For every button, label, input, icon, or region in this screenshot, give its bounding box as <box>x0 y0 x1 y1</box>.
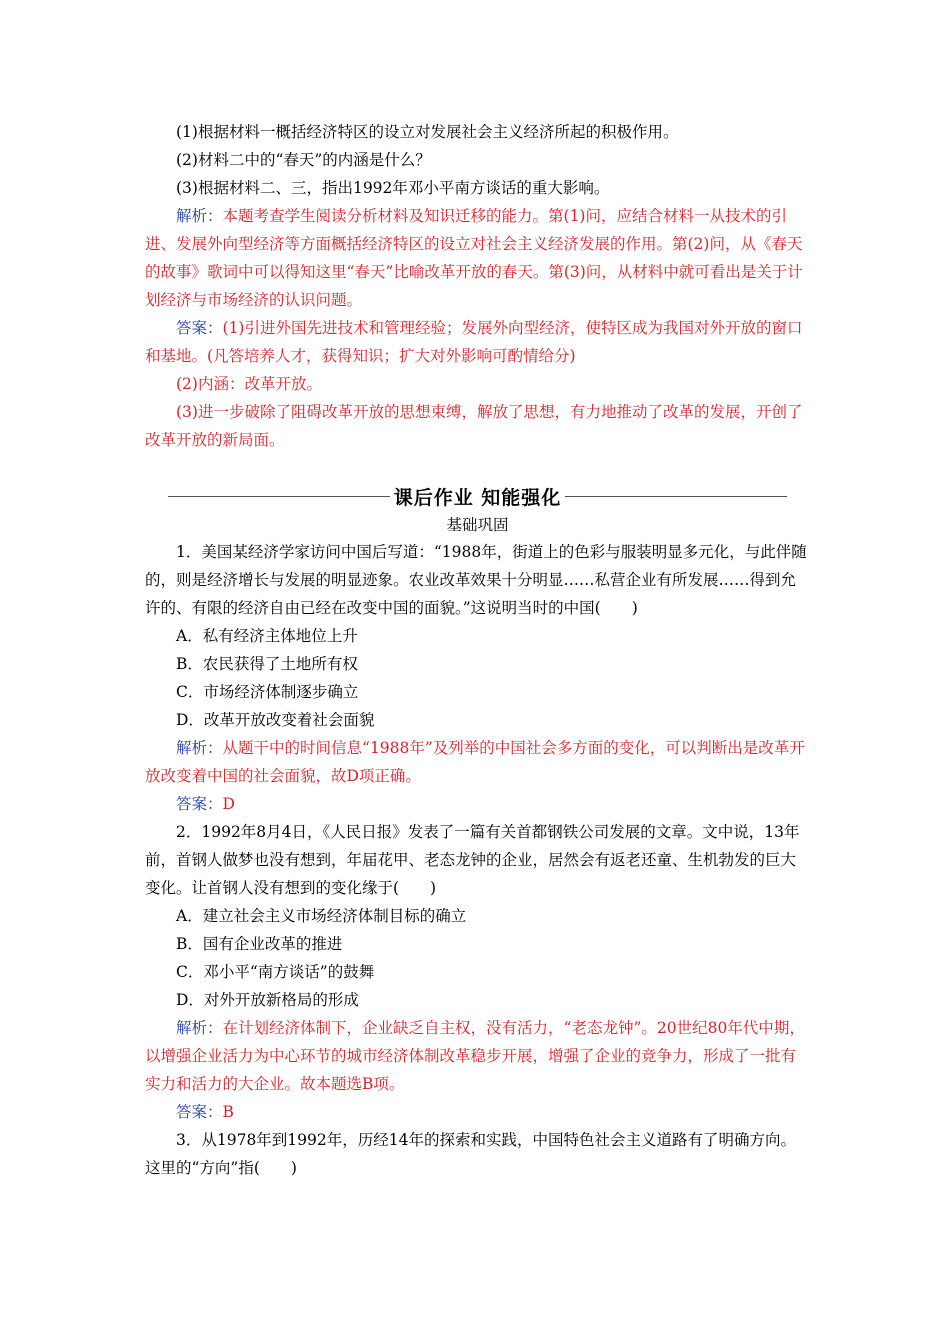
q1-option-d: D．改革开放改变着社会面貌 <box>176 711 375 729</box>
question-1: (1)根据材料一概括经济特区的设立对发展社会主义经济所起的积极作用。 <box>176 123 679 141</box>
analysis-text: 本题考查学生阅读分析材料及知识迁移的能力。第(1)问，应结合材料一从技术的引进、发展外向型经济等方面概括经济特区的设立对社会主义经济发展的作用。第(2)问，从《春天的故事》歌词中可以得知这里“春天”比喻改革开放的春天。第(3)问，从材料中就可看出是关于计划经济与市场经济的认识问题。 <box>145 207 803 309</box>
answer-paragraph <box>145 314 810 370</box>
answer-label: 答案： <box>176 319 223 337</box>
q1-option-b: B．农民获得了土地所有权 <box>176 655 358 673</box>
q1-answer-label: 答案： <box>176 795 223 813</box>
section-rule-left <box>168 496 390 497</box>
q1-option-a: A．私有经济主体地位上升 <box>176 627 358 645</box>
analysis-label: 解析： <box>176 207 223 225</box>
q2-option-a: A．建立社会主义市场经济体制目标的确立 <box>176 907 467 925</box>
q3-stem: 3．从1978年到1992年，历经14年的探索和实践，中国特色社会主义道路有了明确方向。这里的“方向”指( ) <box>145 1131 796 1177</box>
q2-analysis <box>145 1014 810 1098</box>
question-2: (2)材料二中的“春天”的内涵是什么？ <box>176 151 431 169</box>
answer-part-2: (2)内涵：改革开放。 <box>176 375 322 393</box>
document-page <box>145 118 810 1182</box>
section-subtitle: 基础巩固 <box>446 516 509 534</box>
q2-answer-label: 答案： <box>176 1103 223 1121</box>
section-rule-right <box>565 496 787 497</box>
q2-answer-value: B <box>222 1103 234 1121</box>
q1-analysis <box>145 734 810 790</box>
q1-option-c: C．市场经济体制逐步确立 <box>176 683 359 701</box>
q2-option-b: B．国有企业改革的推进 <box>176 935 343 953</box>
q2-option-d: D．对外开放新格局的形成 <box>176 991 359 1009</box>
q2-option-c: C．邓小平“南方谈话”的鼓舞 <box>176 963 375 981</box>
answer-part-3: (3)进一步破除了阻碍改革开放的思想束缚，解放了思想，有力地推动了改革的发展，开创了改革开放的新局面。 <box>145 403 803 449</box>
q1-analysis-text: 从题干中的时间信息“1988年”及列举的中国社会多方面的变化，可以判断出是改革开放改变着中国的社会面貌，故D项正确。 <box>145 739 805 785</box>
q2-answer <box>145 1098 810 1126</box>
q2-analysis-label: 解析： <box>176 1019 223 1037</box>
q1-stem: 1．美国某经济学家访问中国后写道：“1988年，街道上的色彩与服装明显多元化，与此伴随的，则是经济增长与发展的明显迹象。农业改革效果十分明显……私营企业有所发展……得到允许的、有限的经济自由已经在改变中国的面貌。”这说明当时的中国( ) <box>145 543 807 617</box>
question-3: (3)根据材料二、三，指出1992年邓小平南方谈话的重大影响。 <box>176 179 610 197</box>
q2-stem: 2．1992年8月4日，《人民日报》发表了一篇有关首都钢铁公司发展的文章。文中说，13年前，首钢人做梦也没有想到，年届花甲、老态龙钟的企业，居然会有返老还童、生机勃发的巨大变化。让首钢人没有想到的变化缘于( ) <box>145 823 800 897</box>
q1-answer <box>145 790 810 818</box>
q1-answer-value: D <box>222 795 235 813</box>
analysis-paragraph <box>145 202 810 314</box>
q2-analysis-text: 在计划经济体制下，企业缺乏自主权，没有活力，“老态龙钟”。20世纪80年代中期，以增强企业活力为中心环节的城市经济体制改革稳步开展，增强了企业的竞争力，形成了一批有实力和活力的大企业。故本题选B项。 <box>145 1019 805 1093</box>
section-header <box>145 480 810 512</box>
answer-part-1: (1)引进外国先进技术和管理经验；发展外向型经济，使特区成为我国对外开放的窗口和基地。(凡答培养人才，获得知识；扩大对外影响可酌情给分) <box>145 319 803 365</box>
q1-analysis-label: 解析： <box>176 739 223 757</box>
section-title: 课后作业 知能强化 <box>393 486 562 509</box>
